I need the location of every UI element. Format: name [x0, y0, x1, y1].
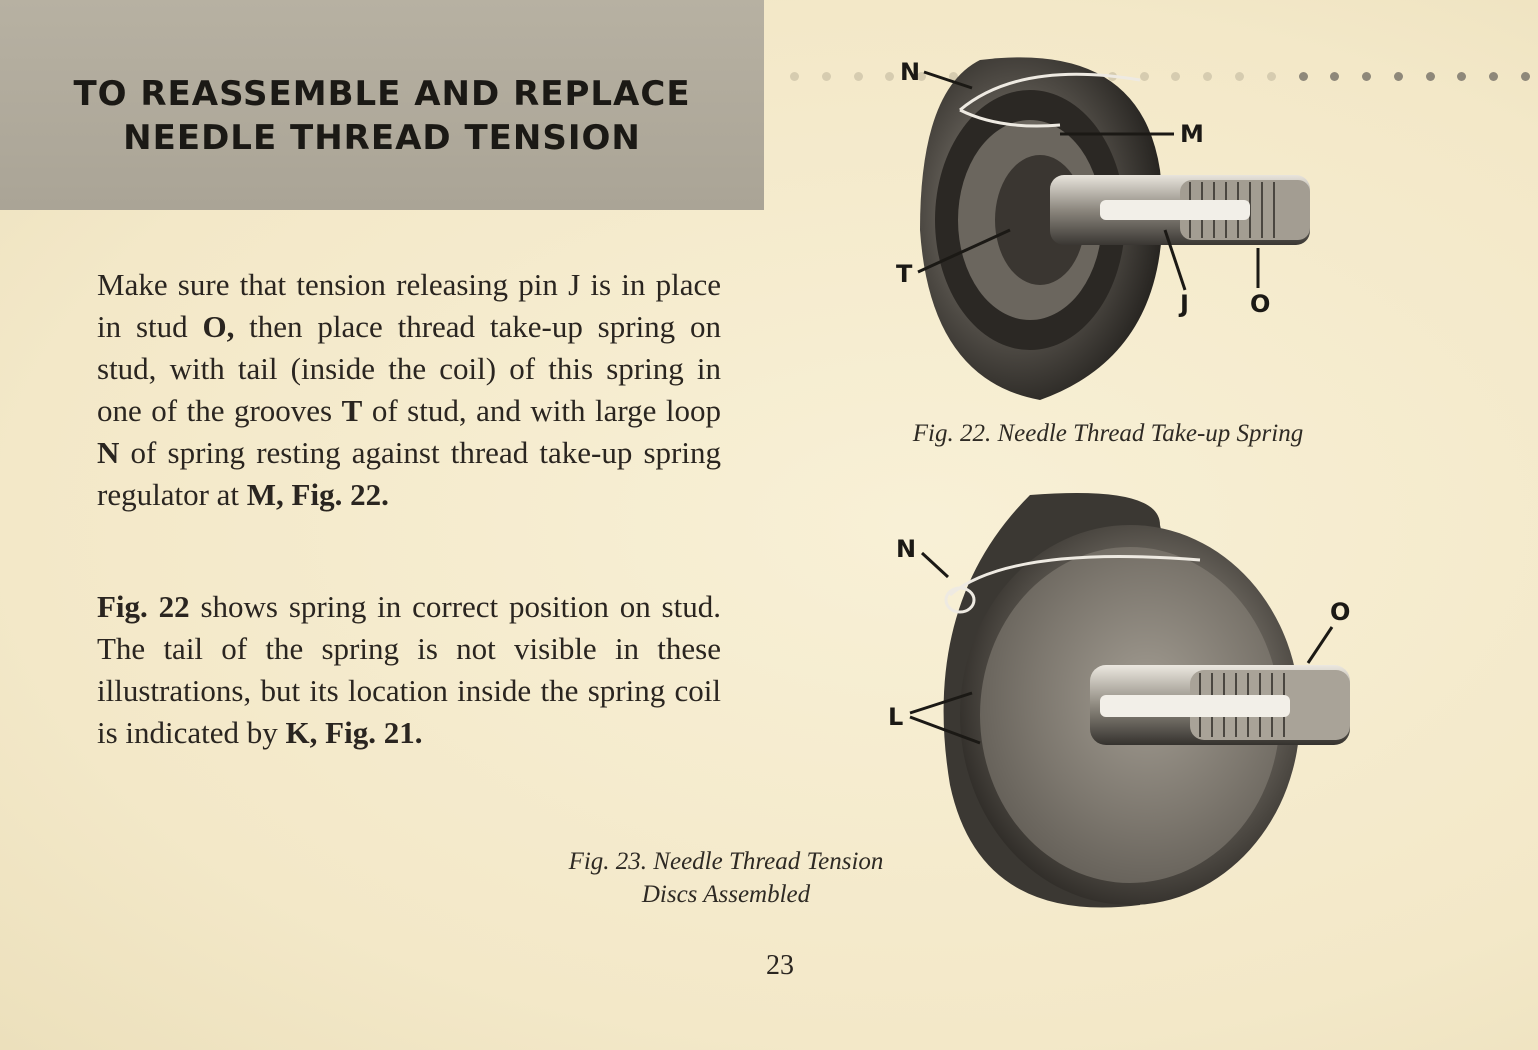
fig22-label-n: N — [900, 58, 921, 86]
fig23-label-n: N — [896, 535, 917, 563]
p1-text-4: of spring resting against thread take-up spring regulator at — [97, 435, 721, 512]
fig23-label-o: O — [1330, 598, 1351, 626]
figure-23-caption-line-1: Fig. 23. Needle Thread Tension — [568, 848, 884, 875]
p1-text-1: Make sure that tension releasing pin J is in place in stud — [97, 267, 721, 344]
fig22-label-m: M — [1180, 120, 1204, 148]
title-line-1: TO REASSEMBLE AND REPLACE — [73, 74, 691, 114]
page-title — [0, 72, 764, 160]
p2-figure-ref-2: K, Fig. 21. — [285, 715, 423, 750]
instruction-paragraph-1 — [97, 264, 721, 516]
figure-22-caption: Fig. 22. Needle Thread Take-up Spring — [912, 420, 1304, 447]
p2-figure-ref: Fig. 22 — [97, 589, 190, 624]
title-line-2: NEEDLE THREAD TENSION — [123, 118, 641, 158]
figure-23-caption — [520, 845, 932, 911]
p1-figure-ref: M, Fig. 22. — [246, 477, 389, 512]
p2-text-1: shows spring in correct position on stud. The tail of the spring is not visible in these illustrations, but its location inside the spring coil is indicated by — [97, 589, 721, 750]
figure-23-tension-discs — [860, 485, 1380, 925]
p1-stud-o: O, — [202, 309, 235, 344]
fig23-label-l: L — [888, 703, 904, 731]
fig22-label-j: J — [1180, 290, 1189, 318]
header-band — [0, 0, 764, 210]
figure-22-take-up-spring — [880, 50, 1340, 410]
instruction-paragraph-2 — [97, 586, 721, 754]
fig22-label-o: O — [1250, 290, 1271, 318]
page-number: 23 — [766, 950, 794, 981]
p1-text-3: of stud, and with large loop — [362, 393, 721, 428]
figure-23-caption-line-2: Discs Assembled — [641, 881, 811, 908]
p1-text-2: then place thread take-up spring on stud, with tail (inside the coil) of this spring in one of the grooves — [97, 309, 722, 428]
p1-loop-n: N — [97, 435, 120, 470]
fig22-label-t: T — [896, 260, 913, 288]
p1-groove-t: T — [341, 393, 363, 428]
